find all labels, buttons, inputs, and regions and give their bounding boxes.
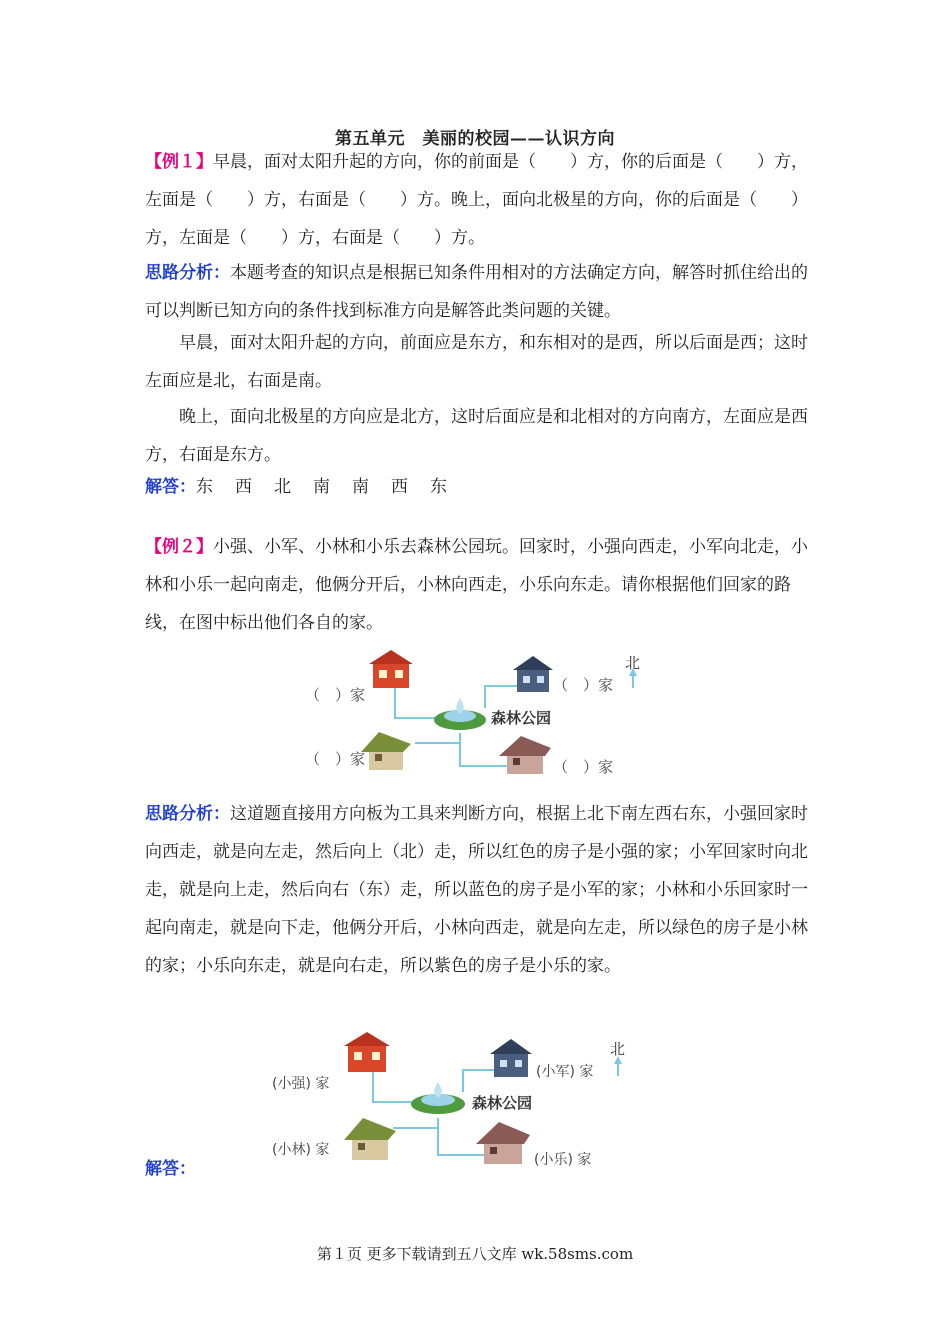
red-house-icon — [344, 1032, 390, 1072]
map-diagram-answer — [268, 1030, 648, 1175]
fountain-park-icon — [434, 698, 486, 730]
example-2-question — [145, 528, 810, 642]
house-label-southwest: （ ）家 — [305, 750, 366, 768]
answer-value: 东 — [430, 477, 447, 497]
example-1-morning-paragraph: 早晨，面对太阳升起的方向，前面应是东方，和东相对的是西，所以后面是西；这时左面应是北，右面是南。 — [145, 333, 808, 391]
purple-house-icon — [499, 736, 551, 774]
green-house-icon — [344, 1118, 396, 1160]
house-label-southeast: （ ）家 — [553, 758, 614, 776]
map-diagram-question — [295, 648, 655, 783]
house-label-xiaole: (小乐) 家 — [534, 1152, 592, 1168]
answer-value: 西 — [391, 477, 408, 497]
house-label-west: （ ）家 — [305, 686, 366, 704]
analysis-label: 思路分析： — [145, 804, 230, 824]
park-label: 森林公园 — [491, 709, 552, 727]
answer-value: 西 — [235, 477, 252, 497]
green-house-icon — [361, 732, 411, 770]
page-footer: 第１页 更多下载请到五八文库 wk.58sms.com — [316, 1245, 634, 1263]
purple-house-icon — [476, 1122, 530, 1164]
example-2-text: 小强、小军、小林和小乐去森林公园玩。回家时，小强向西走，小军向北走，小林和小乐一起向南走，他俩分开后，小林向西走，小乐向东走。请你根据他们回家的路线，在图中标出他们各自的家。 — [145, 537, 808, 633]
answer-value: 东 — [196, 477, 213, 497]
example-1-question — [145, 143, 810, 257]
example-1-analysis — [145, 254, 810, 330]
house-label-xiaojun: (小军) 家 — [536, 1064, 594, 1080]
analysis-text: 这道题直接用方向板为工具来判断方向，根据上北下南左西右东，小强回家时向西走，就是向左走，然后向上（北）走，所以红色的房子是小强的家；小军回家时向北走，就是向上走，然后向右（东）走，所以蓝色的房子是小军的家；小林和小乐回家时一起向南走，就是向下走，他俩分开后，小林向西走，就是向左走，所以绿色的房子是小林的家；小乐向东走，就是向右走，所以紫色的房子是小乐的家。 — [145, 804, 808, 976]
answer-value: 南 — [352, 477, 369, 497]
example-1-evening-paragraph: 晚上，面向北极星的方向应是北方，这时后面应是和北相对的方向南方，左面应是西方，右面是东方。 — [145, 407, 808, 465]
answer-value: 北 — [274, 477, 291, 497]
blue-house-icon — [490, 1039, 532, 1077]
north-label: 北 — [610, 1040, 626, 1058]
answer-label: 解答： — [145, 1159, 196, 1179]
example-1-answer — [145, 468, 810, 506]
blue-house-icon — [513, 656, 553, 692]
answer-label: 解答： — [145, 477, 196, 497]
example-2-tag: 【例２】 — [145, 537, 213, 557]
north-label: 北 — [625, 654, 641, 672]
red-house-icon — [369, 650, 413, 688]
page-title: 第五单元 美丽的校园——认识方向 — [335, 129, 615, 149]
house-label-xiaolin: (小林) 家 — [272, 1142, 330, 1158]
fountain-park-icon — [411, 1082, 465, 1114]
analysis-text: 本题考查的知识点是根据已知条件用相对的方法确定方向，解答时抓住给出的可以判断已知方向的条件找到标准方向是解答此类问题的关键。 — [145, 263, 808, 321]
analysis-label: 思路分析： — [145, 263, 230, 283]
house-label-north: （ ）家 — [553, 676, 614, 694]
north-arrow-icon — [614, 1056, 622, 1076]
house-label-xiaoqiang: (小强) 家 — [272, 1076, 330, 1092]
example-2-answer — [145, 1150, 265, 1188]
example-1-text: 早晨，面对太阳升起的方向，你的前面是（ ）方，你的后面是（ ）方，左面是（ ）方，右面是（ ）方。晚上，面向北极星的方向，你的后面是（ ）方，左面是（ ）方，右面是（ ）方。 — [145, 152, 808, 248]
example-1-tag: 【例１】 — [145, 152, 213, 172]
park-label: 森林公园 — [472, 1094, 533, 1112]
answer-value: 南 — [313, 477, 330, 497]
example-2-analysis — [145, 795, 810, 985]
